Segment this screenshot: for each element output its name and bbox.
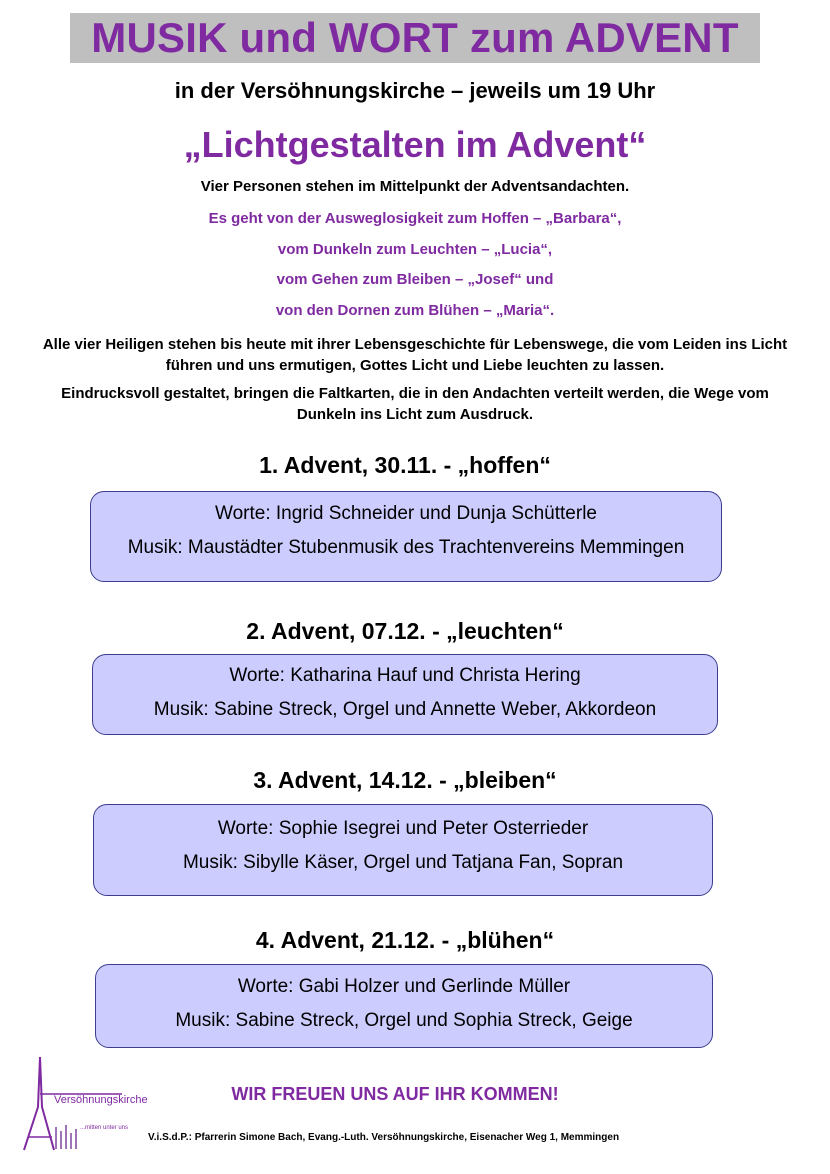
- advent-box-3: [93, 804, 713, 896]
- intro-line-josef: vom Gehen zum Bleiben – „Josef“ und: [276, 271, 554, 288]
- theme-title: „Lichtgestalten im Advent“: [183, 124, 647, 165]
- logo-name: Versöhnungskirche: [54, 1094, 148, 1106]
- advent-3-musik: Musik: Sibylle Käser, Orgel und Tatjana Fan, Sopran: [182, 852, 624, 873]
- advent-1-musik: Musik: Maustädter Stubenmusik des Trachtenvereins Memmingen: [127, 537, 685, 558]
- advent-heading-3: 3. Advent, 14.12. - „bleiben“: [253, 767, 557, 793]
- advent-1-worte: Worte: Ingrid Schneider und Dunja Schütterle: [215, 503, 597, 524]
- footer-imprint: V.i.S.d.P.: Pfarrerin Simone Bach, Evang.-Luth. Versöhnungskirche, Eisenacher Weg 1, Memmingen: [148, 1132, 620, 1143]
- advent-box-1: [90, 491, 722, 582]
- intro-line-lucia: vom Dunkeln zum Leuchten – „Lucia“,: [277, 241, 553, 258]
- advent-2-musik: Musik: Sabine Streck, Orgel und Annette Weber, Akkordeon: [153, 699, 657, 720]
- intro-line-barbara: Es geht von der Ausweglosigkeit zum Hoffen – „Barbara“,: [208, 210, 622, 227]
- advent-4-musik: Musik: Sabine Streck, Orgel und Sophia Streck, Geige: [175, 1010, 633, 1031]
- advent-box-2: [92, 654, 718, 735]
- advent-box-4: [95, 964, 713, 1048]
- subtitle: in der Versöhnungskirche – jeweils um 19 Uhr: [174, 78, 656, 103]
- closing-message: WIR FREUEN UNS AUF IHR KOMMEN!: [231, 1084, 559, 1104]
- intro-line-maria: von den Dornen zum Blühen – „Maria“.: [275, 302, 555, 319]
- main-title: MUSIK und WORT zum ADVENT: [70, 13, 760, 63]
- advent-4-worte: Worte: Gabi Holzer und Gerlinde Müller: [237, 976, 571, 997]
- intro-paragraph-1: Alle vier Heiligen stehen bis heute mit ihrer Lebensgeschichte für Lebenswege, die vom Leiden ins Licht führen und uns ermutigen, Gottes Licht und Liebe leuchten zu lassen.: [42, 336, 788, 374]
- advent-heading-1: 1. Advent, 30.11. - „hoffen“: [259, 452, 551, 478]
- logo-tagline: ...mitten unter uns: [80, 1125, 129, 1131]
- advent-2-worte: Worte: Katharina Hauf und Christa Hering: [229, 665, 581, 686]
- intro-lead: Vier Personen stehen im Mittelpunkt der Adventsandachten.: [200, 178, 630, 195]
- advent-heading-2: 2. Advent, 07.12. - „leuchten“: [246, 618, 564, 644]
- advent-heading-4: 4. Advent, 21.12. - „blühen“: [255, 927, 555, 953]
- intro-paragraph-2: Eindrucksvoll gestaltet, bringen die Faltkarten, die in den Andachten verteilt werden, die Wege vom Dunkeln ins Licht zum Ausdruck.: [61, 385, 769, 423]
- advent-3-worte: Worte: Sophie Isegrei und Peter Osterrieder: [217, 818, 589, 839]
